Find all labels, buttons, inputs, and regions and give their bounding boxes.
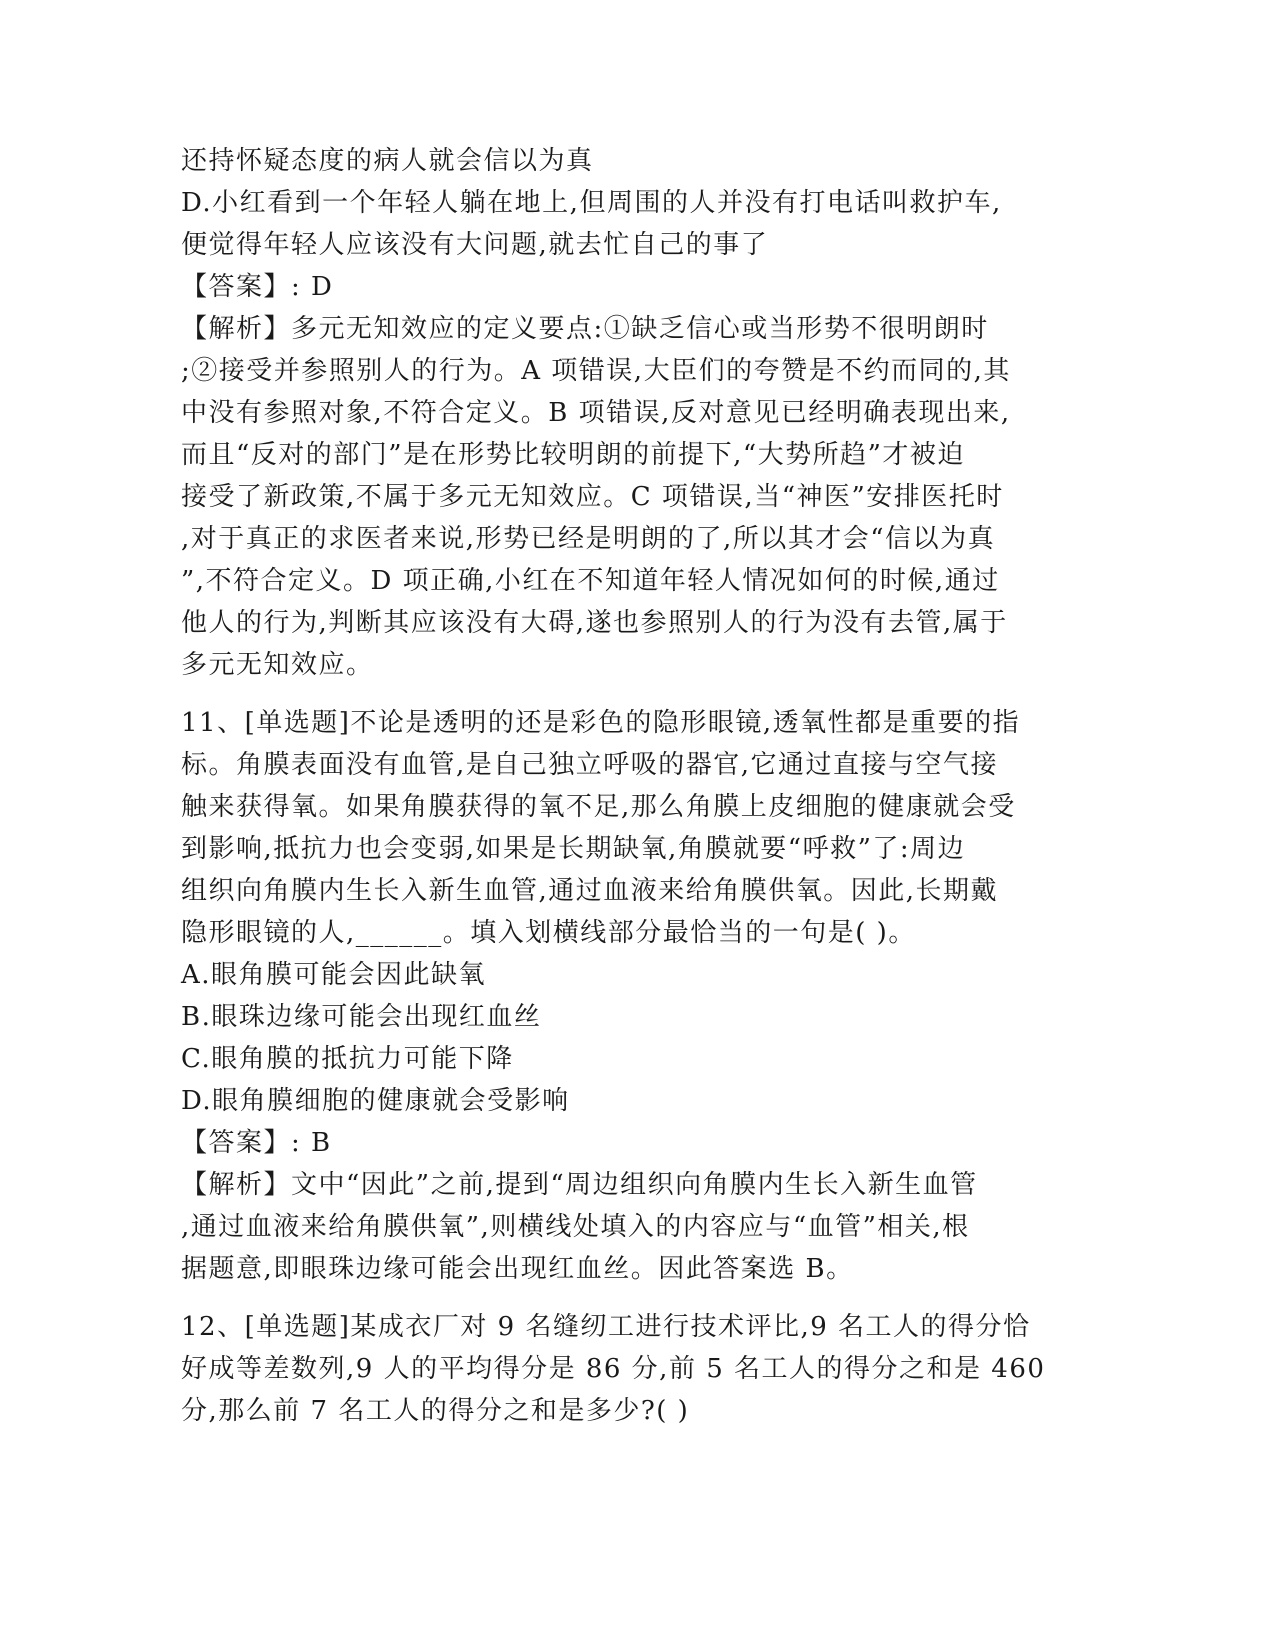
text-line: 11、[单选题]不论是透明的还是彩色的隐形眼镜,透氧性都是重要的指 bbox=[181, 708, 1021, 738]
text-line: 到影响,抵抗力也会变弱,如果是长期缺氧,角膜就要“呼救”了:周边 bbox=[181, 834, 966, 864]
text-line: 标。角膜表面没有血管,是自己独立呼吸的器官,它通过直接与空气接 bbox=[181, 750, 999, 780]
text-line: 好成等差数列,9 人的平均得分是 86 分,前 5 名工人的得分之和是 460 bbox=[181, 1354, 1046, 1384]
answer-line: 【答案】: B bbox=[181, 1128, 332, 1158]
text-line: 12、[单选题]某成衣厂对 9 名缝纫工进行技术评比,9 名工人的得分恰 bbox=[181, 1312, 1031, 1342]
option-c-continuation: 还持怀疑态度的病人就会信以为真 bbox=[181, 146, 594, 176]
option-a: A.眼角膜可能会因此缺氧 bbox=[181, 960, 487, 990]
text-line: 分,那么前 7 名工人的得分之和是多少?( ) bbox=[181, 1396, 690, 1426]
text-line: 【解析】文中“因此”之前,提到“周边组织向角膜内生长入新生血管 bbox=[181, 1170, 978, 1200]
text-line: 多元无知效应。 bbox=[181, 650, 374, 680]
answer-line: 【答案】: D bbox=[181, 272, 334, 302]
document-page bbox=[181, 140, 1046, 1432]
option-c: C.眼角膜的抵抗力可能下降 bbox=[181, 1044, 514, 1074]
question-10-tail bbox=[181, 140, 1041, 686]
spacer bbox=[181, 686, 1041, 702]
text-line: 【解析】多元无知效应的定义要点:①缺乏信心或当形势不很明朗时 bbox=[181, 314, 989, 344]
option-b: B.眼珠边缘可能会出现红血丝 bbox=[181, 1002, 542, 1032]
text-line: 便觉得年轻人应该没有大问题,就去忙自己的事了 bbox=[181, 230, 769, 260]
question-stem bbox=[181, 1306, 1046, 1432]
text-line: 隐形眼镜的人,______。填入划横线部分最恰当的一句是( )。 bbox=[181, 918, 916, 948]
text-line: ,对于真正的求医者来说,形势已经是明朗的了,所以其才会“信以为真 bbox=[181, 524, 996, 554]
option-d bbox=[181, 182, 1041, 266]
text-line: 中没有参照对象,不符合定义。B 项错误,反对意见已经明确表现出来, bbox=[181, 398, 1011, 428]
option-d: D.眼角膜细胞的健康就会受影响 bbox=[181, 1086, 570, 1116]
text-line: ,通过血液来给角膜供氧”,则横线处填入的内容应与“血管”相关,根 bbox=[181, 1212, 970, 1242]
text-line: D.小红看到一个年轻人躺在地上,但周围的人并没有打电话叫救护车, bbox=[181, 188, 1002, 218]
text-line: 触来获得氧。如果角膜获得的氧不足,那么角膜上皮细胞的健康就会受 bbox=[181, 792, 1016, 822]
text-line: 接受了新政策,不属于多元无知效应。C 项错误,当“神医”安排医托时 bbox=[181, 482, 1004, 512]
question-12 bbox=[181, 1306, 1046, 1432]
text-line: 据题意,即眼珠边缘可能会出现红血丝。因此答案选 B。 bbox=[181, 1254, 854, 1284]
text-line: 他人的行为,判断其应该没有大碍,遂也参照别人的行为没有去管,属于 bbox=[181, 608, 1008, 638]
question-stem bbox=[181, 702, 1041, 954]
text-line: 组织向角膜内生长入新生血管,通过血液来给角膜供氧。因此,长期戴 bbox=[181, 876, 999, 906]
analysis-block bbox=[181, 308, 1041, 686]
options-list bbox=[181, 954, 1041, 1122]
question-11 bbox=[181, 702, 1041, 1290]
text-line: ”,不符合定义。D 项正确,小红在不知道年轻人情况如何的时候,通过 bbox=[181, 566, 1000, 596]
text-line: ;②接受并参照别人的行为。A 项错误,大臣们的夸赞是不约而同的,其 bbox=[181, 356, 1011, 386]
analysis-block bbox=[181, 1164, 1041, 1290]
spacer bbox=[181, 1290, 1041, 1306]
text-line: 而且“反对的部门”是在形势比较明朗的前提下,“大势所趋”才被迫 bbox=[181, 440, 965, 470]
